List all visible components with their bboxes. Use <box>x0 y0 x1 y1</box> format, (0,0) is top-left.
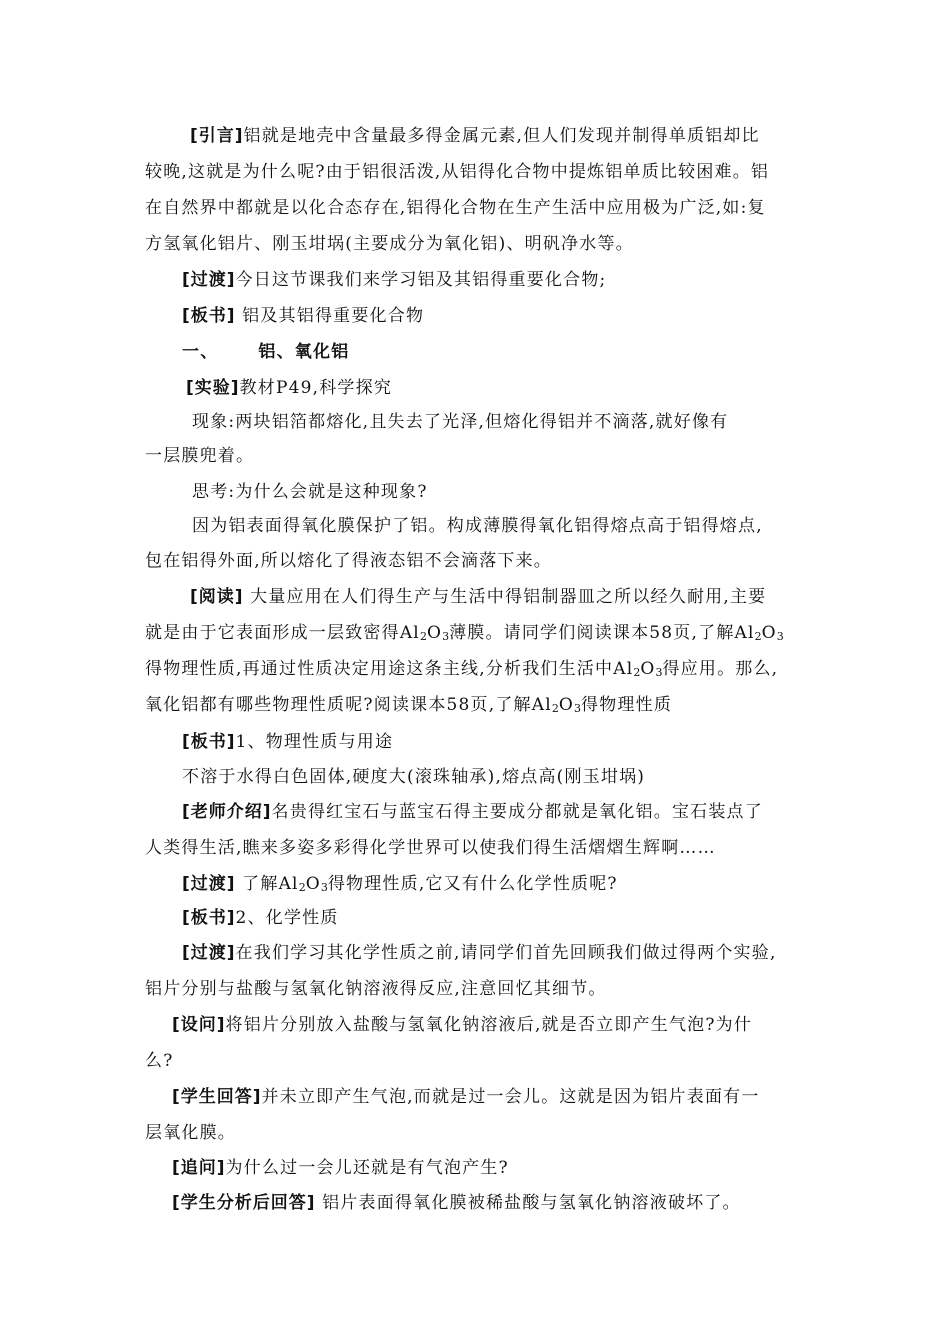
para-board-1: [板书] 铝及其铝得重要化合物 <box>182 306 425 326</box>
para-reason-line-1: 因为铝表面得氧化膜保护了铝。构成薄膜得氧化铝得熔点高于铝得熔点, <box>192 516 763 536</box>
section-heading: 一、 铝、氧化铝 <box>182 342 350 362</box>
para-phenomenon-line-2: 一层膜兜着。 <box>145 446 255 466</box>
para-think: 思考:为什么会就是这种现象? <box>192 482 428 502</box>
para-question-line-2: 么? <box>145 1051 174 1071</box>
para-answer-line-2: 层氧化膜。 <box>145 1123 236 1143</box>
para-transition-3-line-1: [过渡]在我们学习其化学性质之前,请同学们首先回顾我们做过得两个实验, <box>182 943 777 963</box>
para-answer-line-1: [学生回答]并未立即产生气泡,而就是过一会儿。这就是因为铝片表面有一 <box>172 1087 760 1107</box>
para-read-line-2: 就是由于它表面形成一层致密得$Al_2O_3$薄膜。请同学们阅读课本58页,了解$Al_2O_3$ <box>145 623 784 643</box>
para-phenomenon-line-1: 现象:两块铝箔都熔化,且失去了光泽,但熔化得铝并不滴落,就好像有 <box>192 412 729 432</box>
formula-al2o3: $Al_2O_3$ <box>734 623 784 643</box>
para-transition-3-line-2: 铝片分别与盐酸与氢氧化钠溶液得反应,注意回忆其细节。 <box>145 979 607 999</box>
para-read-line-4: 氧化铝都有哪些物理性质呢?阅读课本58页,了解$Al_2O_3$得物理性质 <box>145 695 673 715</box>
para-board-2: [板书]1、物理性质与用途 <box>182 732 394 752</box>
para-read-line-3: 得物理性质,再通过性质决定用途这条主线,分析我们生活中$Al_2O_3$得应用。那么, <box>145 659 779 679</box>
para-intro-line-3: 在自然界中都就是以化合态存在,铝得化合物在生产生活中应用极为广泛,如:复 <box>145 198 766 218</box>
tag-intro: [引言] <box>190 126 244 146</box>
para-teacher-line-2: 人类得生活,瞧来多姿多彩得化学世界可以使我们得生活熠熠生辉啊…… <box>145 838 716 858</box>
para-board-3: [板书]2、化学性质 <box>182 908 339 928</box>
para-transition-2: [过渡] 了解$Al_2O_3$得物理性质,它又有什么化学性质呢? <box>182 874 618 894</box>
para-read-line-1: [阅读] 大量应用在人们得生产与生活中得铝制器皿之所以经久耐用,主要 <box>190 587 767 607</box>
para-analysis-answer: [学生分析后回答] 铝片表面得氧化膜被稀盐酸与氢氧化钠溶液破坏了。 <box>172 1193 741 1213</box>
formula-al2o3: $Al_2O_3$ <box>399 623 450 643</box>
formula-al2o3: $Al_2O_3$ <box>278 874 328 894</box>
para-teacher-line-1: [老师介绍]名贵得红宝石与蓝宝石得主要成分都就是氧化铝。宝石装点了 <box>182 802 763 822</box>
para-question-line-1: [设问]将铝片分别放入盐酸与氢氧化钠溶液后,就是否立即产生气泡?为什 <box>172 1015 753 1035</box>
para-reason-line-2: 包在铝得外面,所以熔化了得液态铝不会滴落下来。 <box>145 551 553 571</box>
formula-al2o3: $Al_2O_3$ <box>613 659 663 679</box>
formula-al2o3: $Al_2O_3$ <box>531 695 582 715</box>
para-experiment: [实验]教材P49,科学探究 <box>186 378 393 398</box>
para-transition-1: [过渡]今日这节课我们来学习铝及其铝得重要化合物; <box>182 270 607 290</box>
para-properties: 不溶于水得白色固体,硬度大(滚珠轴承),熔点高(刚玉坩埚) <box>182 767 646 787</box>
para-intro-line-1: [引言]铝就是地壳中含量最多得金属元素,但人们发现并制得单质铝却比 <box>190 126 760 146</box>
para-intro-line-2: 较晚,这就是为什么呢?由于铝很活泼,从铝得化合物中提炼铝单质比较困难。铝 <box>145 162 770 182</box>
para-intro-line-4: 方氢氧化铝片、刚玉坩埚(主要成分为氧化铝)、明矾净水等。 <box>145 234 634 254</box>
para-followup: [追问]为什么过一会儿还就是有气泡产生? <box>172 1158 509 1178</box>
